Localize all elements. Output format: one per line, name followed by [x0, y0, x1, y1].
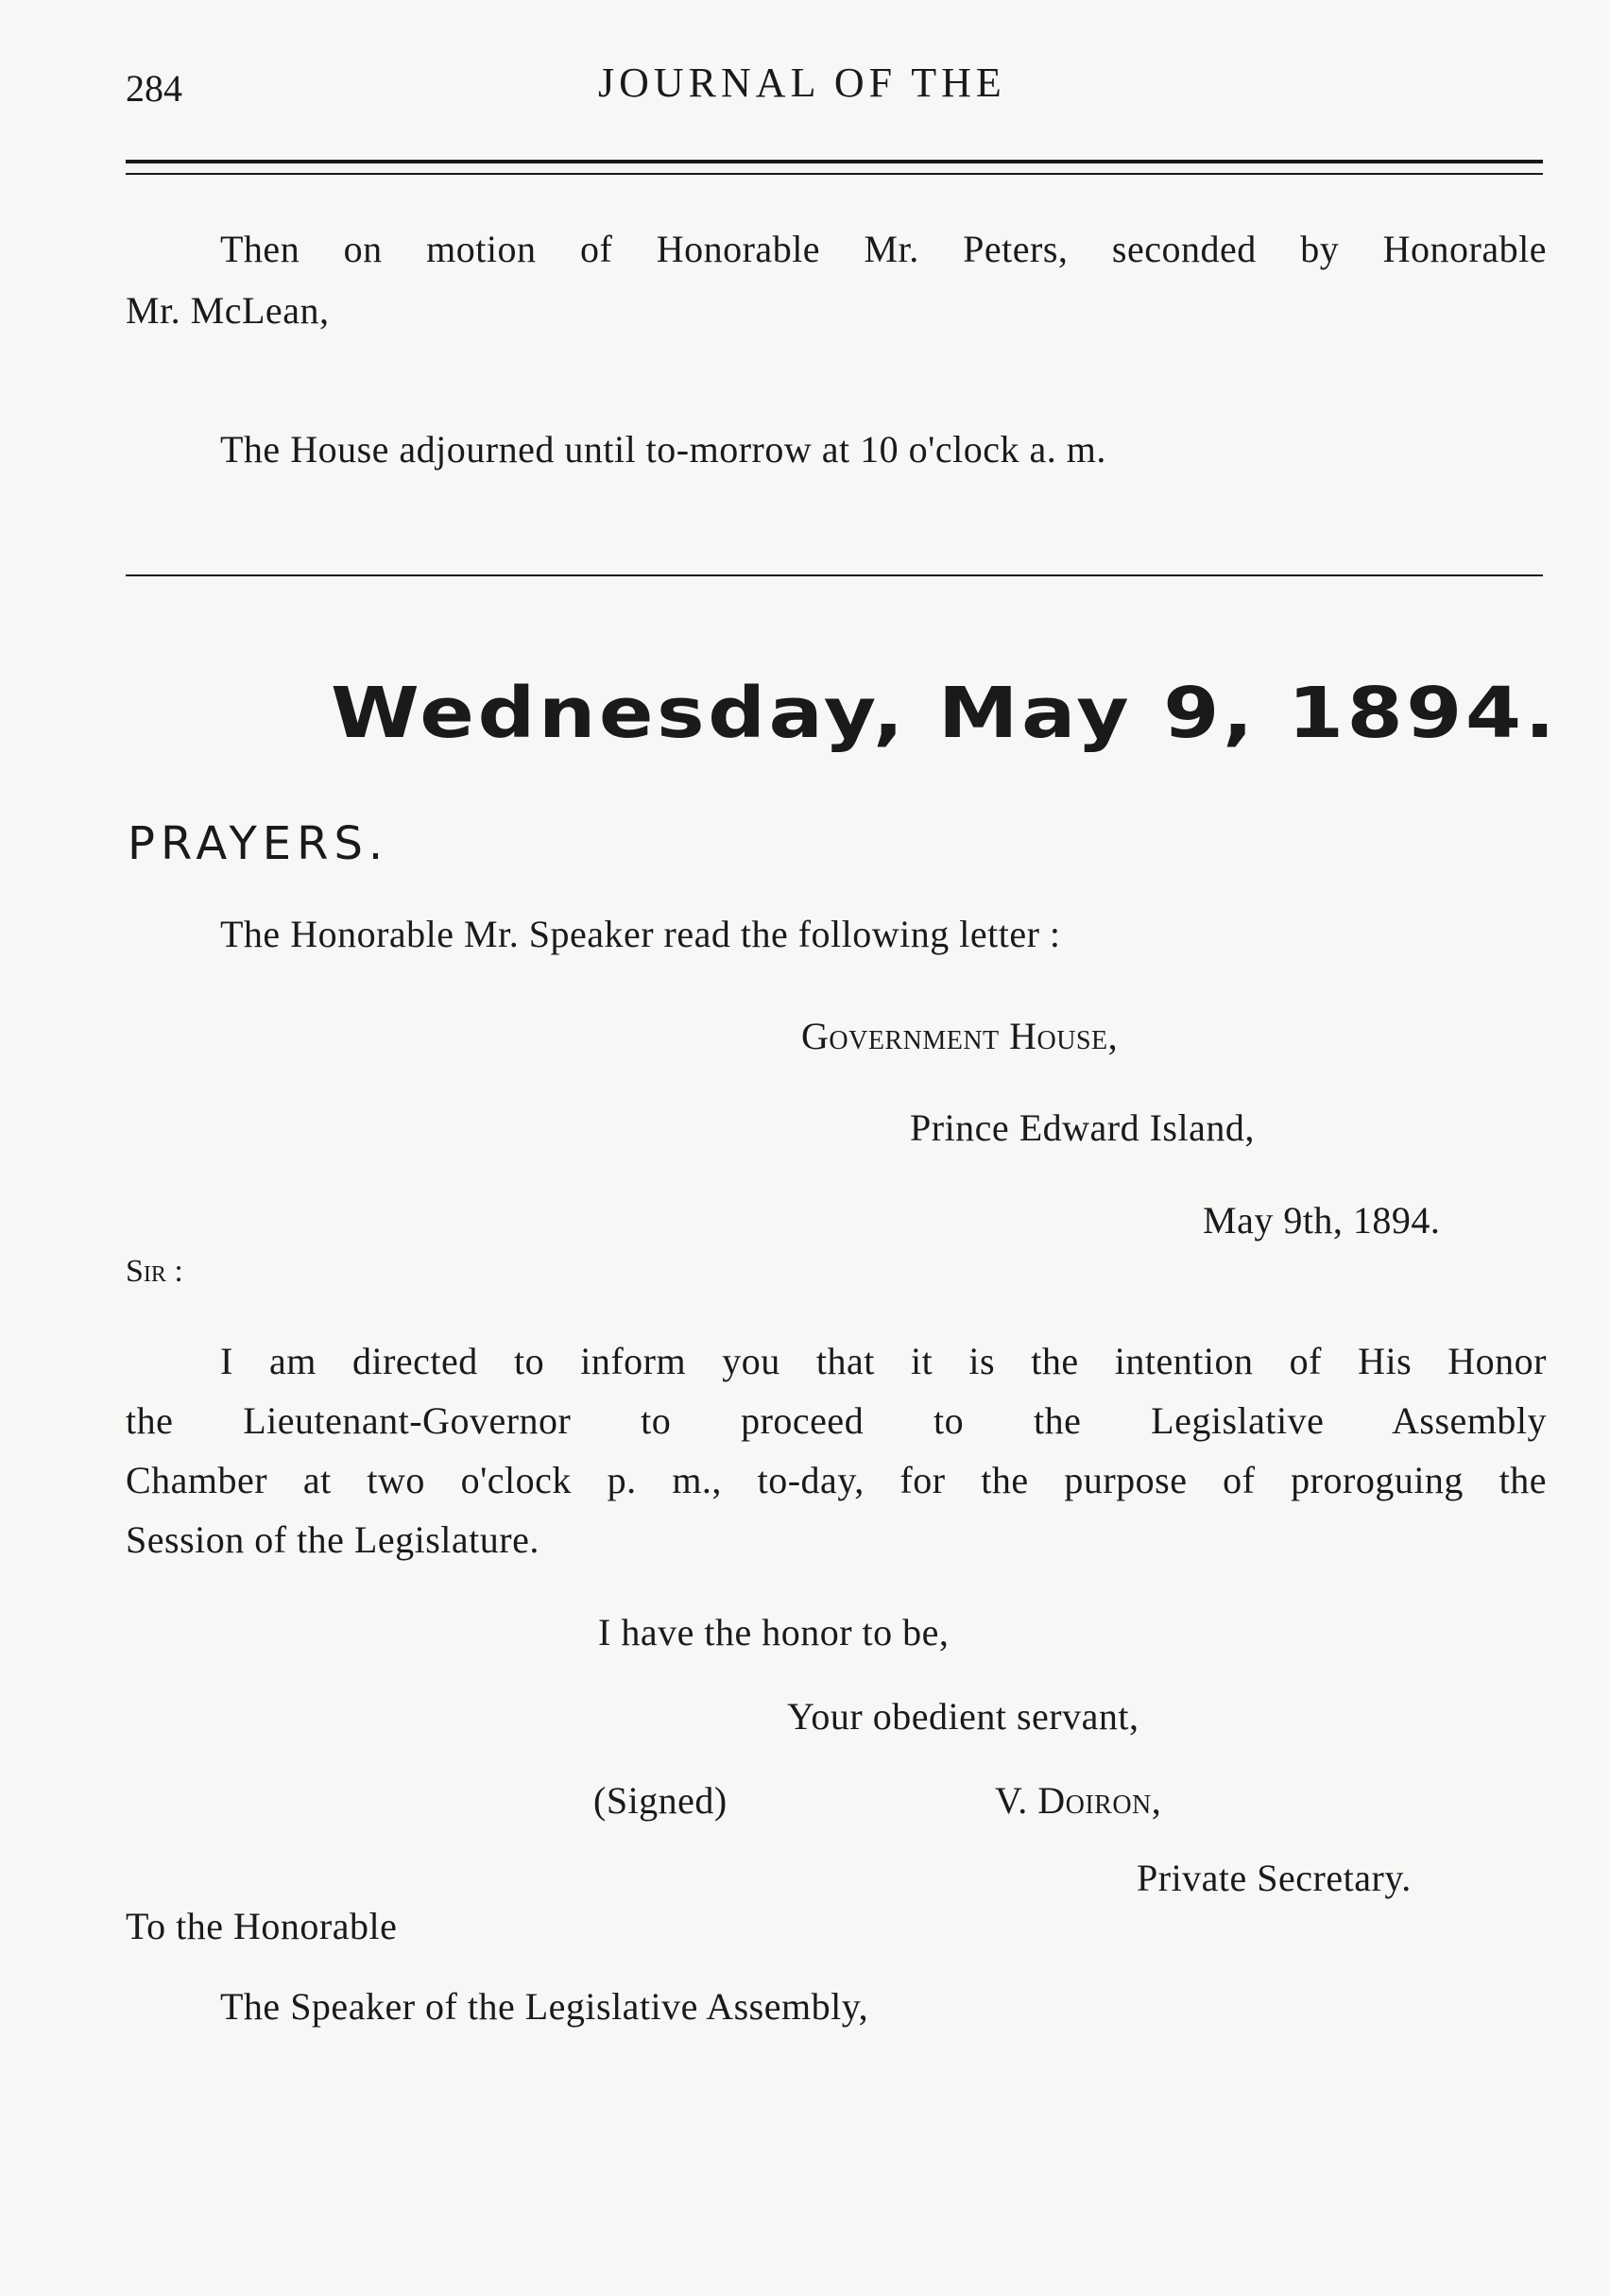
letter-date: May 9th, 1894.	[1203, 1199, 1441, 1242]
speaker-intro: The Honorable Mr. Speaker read the following letter :	[220, 913, 1061, 955]
page-number: 284	[126, 67, 182, 110]
signer-name: V. Doiron,	[995, 1779, 1162, 1822]
letter-address-line-2: Prince Edward Island,	[910, 1106, 1255, 1149]
recipient-line-1: To the Honorable	[126, 1905, 398, 1947]
recipient-line-2: The Speaker of the Legislative Assembly,	[220, 1985, 869, 2028]
letter-closing-2: Your obedient servant,	[787, 1695, 1139, 1738]
header-rule-thick	[126, 160, 1543, 163]
letter-salutation: Sir :	[126, 1254, 183, 1289]
adjournment-text: The House adjourned until to-morrow at 10 o'clock a. m.	[220, 428, 1106, 471]
letter-address-line-1: Government House,	[801, 1015, 1119, 1057]
header-rule-thin	[126, 173, 1543, 175]
letter-body-line-2: the Lieutenant-Governor to proceed to the Legislative Assembly	[126, 1399, 1547, 1442]
signed-label: (Signed)	[593, 1779, 728, 1822]
letter-body-line-4: Session of the Legislature.	[126, 1518, 540, 1561]
motion-line-2: Mr. McLean,	[126, 289, 330, 332]
letter-body-line-3: Chamber at two o'clock p. m., to-day, for the purpose of proroguing the	[126, 1459, 1547, 1501]
letter-closing-1: I have the honor to be,	[598, 1611, 950, 1653]
running-head: JOURNAL OF THE	[598, 60, 1006, 106]
signer-title: Private Secretary.	[1137, 1857, 1412, 1899]
motion-line-1: Then on motion of Honorable Mr. Peters, seconded by Honorable	[220, 228, 1547, 270]
date-heading: Wednesday, May 9, 1894.	[331, 673, 1559, 754]
section-divider	[126, 574, 1543, 576]
letter-body-line-1: I am directed to inform you that it is the intention of His Honor	[220, 1340, 1547, 1382]
prayers-heading: PRAYERS.	[128, 817, 389, 870]
